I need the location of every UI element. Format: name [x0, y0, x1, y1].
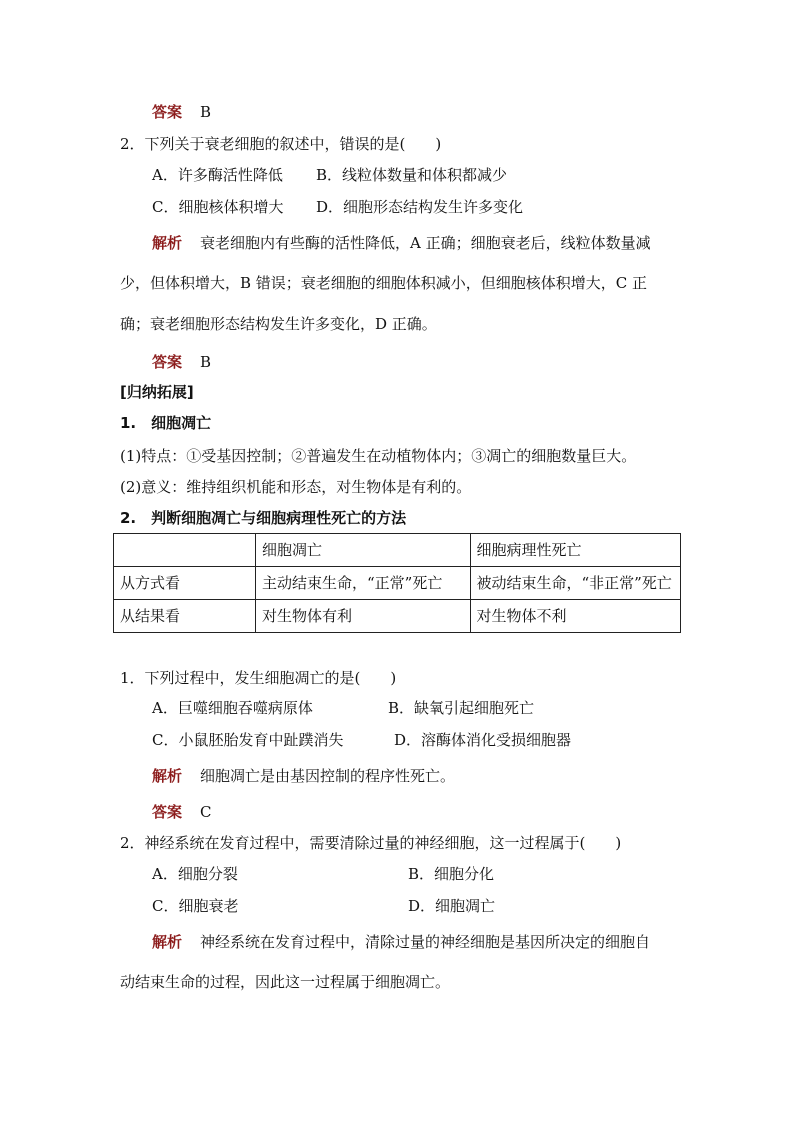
table-row [114, 600, 681, 633]
table-row [114, 567, 681, 600]
table-header-row [114, 534, 681, 567]
option-c: C．小鼠胚胎发育中趾蹼消失 [152, 731, 344, 749]
comparison-table [113, 533, 681, 633]
analysis-label: 解析 [152, 234, 183, 252]
question-stem: 2．下列关于衰老细胞的叙述中，错误的是( ) [120, 135, 442, 153]
option-d: D．细胞形态结构发生许多变化 [316, 198, 524, 216]
table-cell: 对生物体有利 [256, 600, 471, 633]
option-c: C．细胞核体积增大 [152, 198, 284, 216]
option-d: D．细胞凋亡 [408, 897, 496, 915]
answer-label: 答案 [152, 803, 183, 821]
option-a: A．巨噬细胞吞噬病原体 [152, 699, 313, 717]
question-stem: 1．下列过程中，发生细胞凋亡的是( ) [120, 669, 397, 687]
table-cell: 细胞凋亡 [256, 534, 471, 567]
table-cell: 从结果看 [114, 600, 256, 633]
table-cell: 细胞病理性死亡 [470, 534, 681, 567]
analysis-line-1 [152, 932, 650, 952]
table-cell [114, 534, 256, 567]
summary-item1-title: 1. 细胞凋亡 [120, 414, 212, 432]
summary-item2-title: 2. 判断细胞凋亡与细胞病理性死亡的方法 [120, 509, 407, 527]
table-cell: 主动结束生命，“正常”死亡 [256, 567, 471, 600]
analysis-line-2: 动结束生命的过程，因此这一过程属于细胞凋亡。 [120, 973, 451, 991]
analysis-label: 解析 [152, 767, 183, 785]
option-a: A．许多酶活性降低 [152, 166, 283, 184]
analysis-text: 细胞凋亡是由基因控制的程序性死亡。 [200, 767, 456, 785]
answer-value: B [200, 103, 212, 121]
analysis-line-2: 少，但体积增大，B 错误；衰老细胞的细胞体积减小，但细胞核体积增大，C 正 [120, 274, 648, 292]
analysis-line-1 [152, 766, 455, 786]
table-cell: 从方式看 [114, 567, 256, 600]
question-stem: 2．神经系统在发育过程中，需要清除过量的神经细胞，这一过程属于( ) [120, 834, 622, 852]
answer-value: B [200, 353, 212, 371]
answer-line [152, 802, 212, 822]
option-d: D．溶酶体消化受损细胞器 [394, 731, 572, 749]
analysis-line-1 [152, 233, 651, 253]
answer-value: C [200, 803, 212, 821]
summary-point-1: (1)特点：①受基因控制；②普遍发生在动植物体内；③凋亡的细胞数量巨大。 [120, 447, 637, 465]
answer-label: 答案 [152, 103, 183, 121]
option-b: B．缺氧引起细胞死亡 [388, 699, 535, 717]
answer-line [152, 102, 211, 122]
analysis-text: 神经系统在发育过程中，清除过量的神经细胞是基因所决定的细胞自 [200, 933, 651, 951]
summary-point-2: (2)意义：维持组织机能和形态，对生物体是有利的。 [120, 478, 472, 496]
option-b: B．细胞分化 [408, 865, 495, 883]
analysis-label: 解析 [152, 933, 183, 951]
answer-label: 答案 [152, 353, 183, 371]
summary-heading: [归纳拓展] [120, 383, 194, 401]
analysis-text: 衰老细胞内有些酶的活性降低，A 正确；细胞衰老后，线粒体数量减 [200, 234, 651, 252]
option-b: B．线粒体数量和体积都减少 [316, 166, 508, 184]
answer-line [152, 352, 211, 372]
table-cell: 对生物体不利 [470, 600, 681, 633]
option-a: A．细胞分裂 [152, 865, 238, 883]
table-cell: 被动结束生命，“非正常”死亡 [470, 567, 681, 600]
option-c: C．细胞衰老 [152, 897, 239, 915]
analysis-line-3: 确；衰老细胞形态结构发生许多变化，D 正确。 [120, 315, 437, 333]
